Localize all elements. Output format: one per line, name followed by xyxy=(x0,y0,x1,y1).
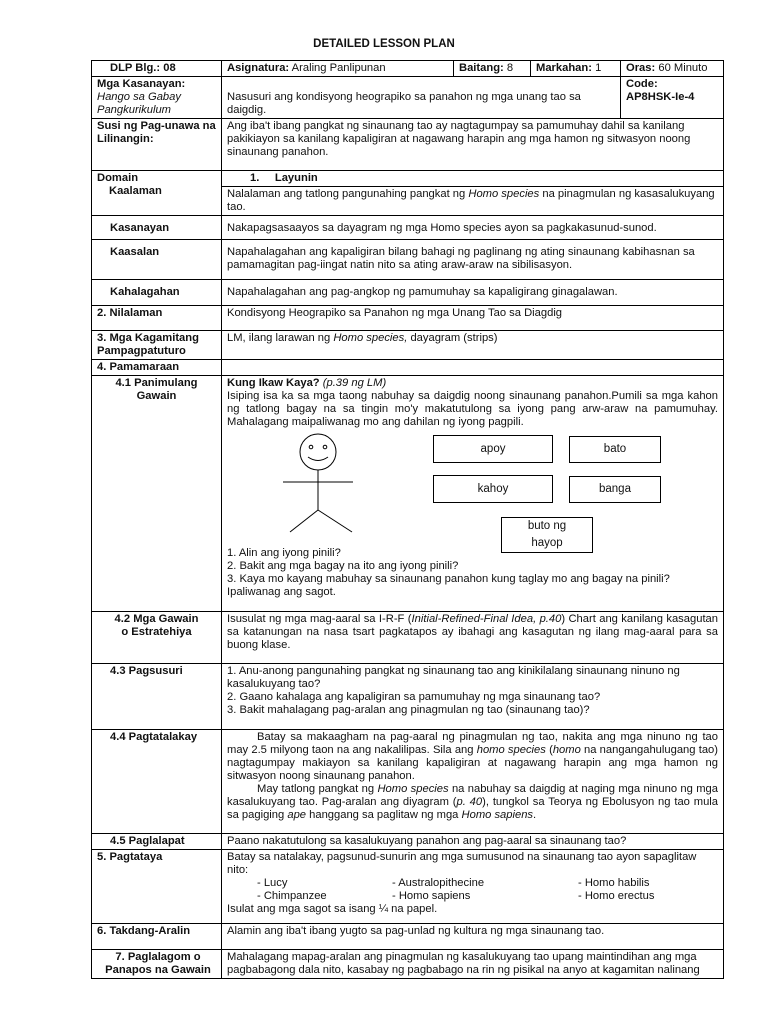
code-value: AP8HSK-Ie-4 xyxy=(626,91,695,103)
item-box-banga: banga xyxy=(569,476,661,503)
pagtataya-row xyxy=(92,850,724,924)
baitang-cell xyxy=(454,61,531,77)
kaalaman-text: Nalalaman ang tatlong pangunahing pangkat ng Homo species na pinagmulan ng kasasalukuyang tao. xyxy=(227,188,715,213)
layunin-heading: 1. Layunin xyxy=(222,171,723,187)
pamamaraan-row xyxy=(92,360,724,376)
document-title: DETAILED LESSON PLAN xyxy=(313,38,455,50)
gawain-row xyxy=(92,612,724,664)
markahan-value: 1 xyxy=(595,62,602,74)
susi-text: Ang iba't ibang pangkat ng sinaunang tao ay nagtagumpay sa pamumuhay dahil sa kanilang pakikiayon sa kanilang kapaligiran at nagawang harapin ang mga hamon ng sitwasyon noong sinaunang panahon. xyxy=(222,119,724,171)
pagtataya-item: - Homo habilis xyxy=(578,877,650,889)
takdang-row xyxy=(92,924,724,950)
pagtataya-label: 5. Pagtataya xyxy=(92,850,222,924)
takdang-text: Alamin ang iba't ibang yugto sa pag-unlad ng kultura ng mga sinaunang tao. xyxy=(222,924,724,950)
item-box-apoy: apoy xyxy=(433,435,553,463)
susi-label: Susi ng Pag-unawa na Lilinangin: xyxy=(92,119,222,171)
paglalapat-row xyxy=(92,834,724,850)
domain-label: Domain xyxy=(97,172,139,184)
paglalapat-label: 4.5 Paglalapat xyxy=(92,834,222,850)
kagamitan-row xyxy=(92,331,724,360)
pagtataya-content xyxy=(222,850,724,924)
markahan-label: Markahan: xyxy=(536,62,592,74)
pagtatalakay-content xyxy=(222,730,724,834)
domain-row xyxy=(92,171,724,216)
dlp-value: 08 xyxy=(163,62,176,74)
pamamaraan-empty xyxy=(222,360,724,376)
kaalaman-label: Kaalaman xyxy=(109,185,162,197)
kahalagahan-label: Kahalagahan xyxy=(92,280,222,306)
markahan-cell xyxy=(531,61,621,77)
item-box-bato: bato xyxy=(569,436,661,463)
asignatura-value: Araling Panlipunan xyxy=(291,62,386,74)
kasanayan-label-cell xyxy=(92,77,222,119)
stick-figure-eye-right xyxy=(323,445,327,449)
pagsusuri-q3: 3. Bakit mahalagang pag-aralan ang pinagmulan ng tao (sinaunang tao)? xyxy=(227,704,590,716)
kaasalan-text: Napahalagahan ang kapaligiran bilang bahagi ng paglinang ng ating sinaunang kabihasnan sa pamamagitan pag-iingat natin nito sa ating araw-araw na sibilisasyon. xyxy=(222,240,724,280)
nilalaman-label: 2. Nilalaman xyxy=(92,306,222,331)
code-label: Code: xyxy=(626,78,658,90)
pagsusuri-content xyxy=(222,664,724,730)
kagamitan-text: LM, ilang larawan ng Homo species, dayagram (strips) xyxy=(222,331,724,360)
kahalagahan-row xyxy=(92,280,724,306)
paglalagom-label: 7. Paglalagom o Panapos na Gawain xyxy=(92,950,222,979)
pagtatalakay-label: 4.4 Pagtatalakay xyxy=(92,730,222,834)
pamamaraan-label: 4. Pamamaraan xyxy=(92,360,222,376)
pagtataya-items-row-2 xyxy=(227,890,718,903)
stick-figure-head xyxy=(300,434,336,470)
asignatura-cell xyxy=(222,61,454,77)
kasanayan-sub: Hango sa Gabay Pangkurikulum xyxy=(97,91,181,116)
pagsusuri-row xyxy=(92,664,724,730)
oras-value: 60 Minuto xyxy=(658,62,708,74)
paglalapat-text: Paano nakatutulong sa kasalukuyang panahon ang pag-aaral sa sinaunang tao? xyxy=(222,834,724,850)
kaasalan-row xyxy=(92,240,724,280)
stick-figure-smile xyxy=(308,457,328,461)
susi-row xyxy=(92,119,724,171)
pagtataya-item: - Lucy xyxy=(257,877,288,889)
stick-figure-leg-left xyxy=(290,510,318,532)
paglalagom-text: Mahalagang mapag-aralan ang pinagmulan ng kasalukuyang tao upang maintindihan ang mga pagbabagong dala nito, kasabay ng pagbabago na rin ng pisikal na anyo at kagamitan nalinang xyxy=(222,950,724,979)
gawain-label: 4.2 Mga Gawain o Estratehiya xyxy=(92,612,222,664)
kaalaman-em: Homo species xyxy=(468,188,540,200)
kasanayan-domain-text: Nakapagsasaayos sa dayagram ng mga Homo species ayon sa pagkakasunud-sunod. xyxy=(222,216,724,240)
dlp-label: DLP Blg.: xyxy=(110,62,161,74)
asignatura-label: Asignatura: xyxy=(227,62,290,74)
pagsusuri-q2: 2. Gaano kahalaga ang kapaligiran sa pamumuhay ng mga sinaunang tao? xyxy=(227,691,601,703)
pagtatalakay-row xyxy=(92,730,724,834)
item-box-kahoy: kahoy xyxy=(433,475,553,503)
pagtataya-item: - Homo erectus xyxy=(578,890,655,902)
panimulang-q3: 3. Kaya mo kayang mabuhay sa sinaunang panahon kung taglay mo ang bagay na pinili? Ipaliwanag ang sagot. xyxy=(227,573,670,598)
pagtatalakay-p1: Batay sa makaagham na pag-aaral ng pinagmulan ng tao, nakita ang mga ninuno ng tao may 2.5 milyong taon na ang nakalilipas. Sila ang homo species (homo na nangangahulugang tao) nagtagumpay makiayon sa kanilang kapaligiran at nagawang harapin ang mga hamon ng sitwasyon noong sinaunang panahon. xyxy=(227,731,718,782)
paglalagom-row xyxy=(92,950,724,979)
header-row xyxy=(92,61,724,77)
panimulang-q1: 1. Alin ang iyong pinili? xyxy=(227,547,341,559)
pagtataya-item: - Chimpanzee xyxy=(257,890,327,902)
panimulang-label: 4.1 Panimulang Gawain xyxy=(92,376,222,612)
kasanayan-domain-row xyxy=(92,216,724,240)
pagtataya-item: - Homo sapiens xyxy=(392,890,471,902)
code-cell xyxy=(621,77,724,119)
kasanayan-text: Nasusuri ang kondisyong heograpiko sa panahon ng mga unang tao sa daigdig. xyxy=(222,77,621,119)
panimulang-heading: Kung Ikaw Kaya? (p.39 ng LM) xyxy=(227,377,387,389)
oras-cell xyxy=(621,61,724,77)
kasanayan-label: Mga Kasanayan: xyxy=(97,78,186,90)
baitang-value: 8 xyxy=(506,62,514,74)
pagtatalakay-p2: May tatlong pangkat ng Homo species na nabuhay sa daigdig at naging mga ninuno ng mga kasalukuyang tao. Pag-aralan ang diyagram (p. 40), tungkol sa Teorya ng Ebolusyon ng tao mula sa pagiging ape hanggang sa paglitaw ng mga Homo sapiens. xyxy=(227,783,718,821)
kagamitan-em: Homo species, xyxy=(333,332,408,344)
baitang-label: Baitang: xyxy=(459,62,504,74)
domain-content-cell xyxy=(222,171,724,216)
pagsusuri-q1: 1. Anu-anong pangunahing pangkat ng sinaunang tao ang kinikilalang sinaunang ninuno ng kasalukuyang tao? xyxy=(227,665,680,690)
panimulang-text: Isiping isa ka sa mga taong nabuhay sa daigdig noong sinaunang panahon.Pumili sa mga kahon ng tatlong bagay na sa tingin mo'y makatutulong sa iyong pang arw-araw na pamumuhay. Mahalagang maipaliwanag mo ang dahilan ng iyong pagpili. xyxy=(227,390,718,428)
stick-figure xyxy=(280,432,360,536)
kahalagahan-text: Napahalagahan ang pag-angkop ng pamumuhay sa kapaligirang ginagalawan. xyxy=(222,280,724,306)
kasanayan-row xyxy=(92,77,724,119)
pagtataya-note: Isulat ang mga sagot sa isang ¼ na papel. xyxy=(227,903,438,915)
dlp-number-cell xyxy=(92,61,222,77)
nilalaman-row xyxy=(92,306,724,331)
pagtataya-text: Batay sa natalakay, pagsunud-sunurin ang mga sumusunod na sinaunang tao ayon sapaglitaw nito: xyxy=(227,851,697,876)
nilalaman-text: Kondisyong Heograpiko sa Panahon ng mga Unang Tao sa Diagdig xyxy=(222,306,724,331)
gawain-em: Initial-Refined-Final Idea, p.40 xyxy=(411,613,562,625)
stick-figure-leg-right xyxy=(318,510,352,532)
pagtataya-items-row-1 xyxy=(227,877,718,890)
pagsusuri-label: 4.3 Pagsusuri xyxy=(92,664,222,730)
stick-figure-eye-left xyxy=(309,445,313,449)
takdang-label: 6. Takdang-Aralin xyxy=(92,924,222,950)
pagtataya-item: - Australopithecine xyxy=(392,877,485,889)
domain-label-cell xyxy=(92,171,222,216)
lesson-plan-table xyxy=(91,60,724,979)
kagamitan-label: 3. Mga Kagamitang Pampagpatuturo xyxy=(92,331,222,360)
panimulang-q2: 2. Bakit ang mga bagay na ito ang iyong pinili? xyxy=(227,560,459,572)
gawain-text: Isusulat ng mga mag-aaral sa I-R-F (Initial-Refined-Final Idea, p.40) Chart ang kanilang kasagutan sa katanungan na nasa tsart pagkatapos ay ibahagi ang kasagutan ng ilang mag-aaral para sa buong klase. xyxy=(222,612,724,664)
kasanayan-domain-label: Kasanayan xyxy=(92,216,222,240)
item-box-buto-ng-hayop: buto ng hayop xyxy=(501,517,593,553)
kaasalan-label: Kaasalan xyxy=(92,240,222,280)
oras-label: Oras: xyxy=(626,62,656,74)
